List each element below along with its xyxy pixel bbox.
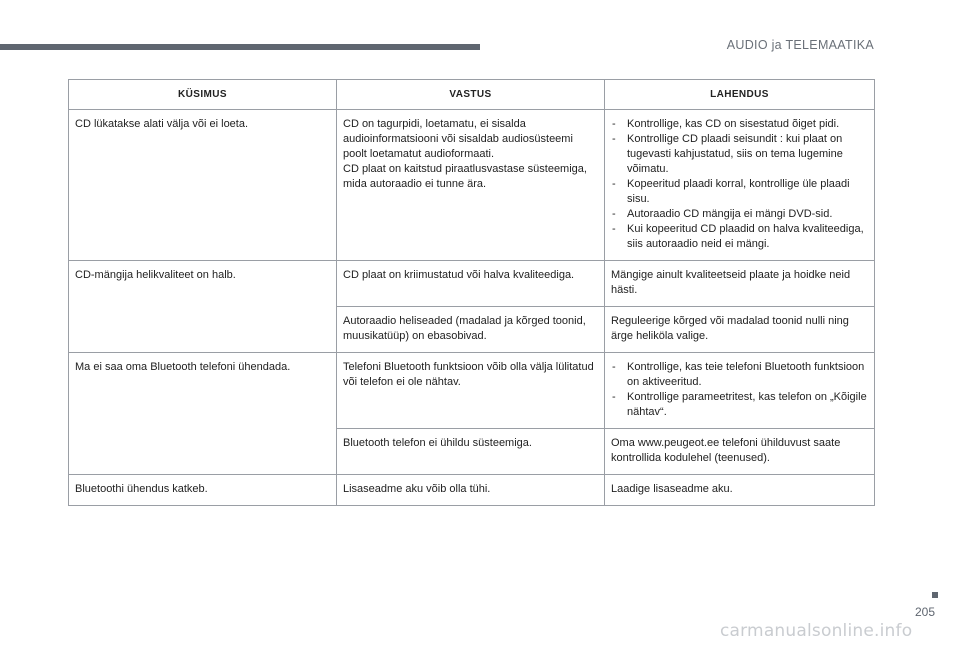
answer-cell [337,110,605,261]
answer-text: Autoraadio heliseaded (madalad ja kõrged toonid, muusikatüüp) on ebasobivad. [343,315,586,342]
table-row [69,353,875,429]
solution-cell [605,307,875,353]
solution-item: - Kontrollige parameetritest, kas telefon on „Kõigile nähtav“. [611,390,868,420]
solution-text: Reguleerige kõrged või madalad toonid nulli ning ärge heliköla valige. [611,315,849,342]
column-header-solution: LAHENDUS [605,80,875,110]
answer-text: CD on tagurpidi, loetamatu, ei sisalda audioinformatsiooni või sisaldab audiosüsteemi poolt loetamatut audioformaati. CD plaat on kaitstud piraatlusvastase süsteemiga, mida autoraadio ei tunne ära. [343,118,587,190]
solution-cell [605,429,875,475]
table-row [69,261,875,307]
solution-text: Oma www.peugeot.ee telefoni ühilduvust saate kontrollida kodulehel (teenused). [611,437,841,464]
solution-cell [605,475,875,506]
question-text: CD lükatakse alati välja või ei loeta. [75,118,249,130]
table-header-row [69,80,875,110]
answer-cell [337,353,605,429]
solution-item: - Autoraadio CD mängija ei mängi DVD-sid. [611,207,868,222]
section-title: AUDIO ja TELEMAATIKA [726,38,874,52]
solution-item: - Kontrollige, kas CD on sisestatud õiget pidi. [611,117,868,132]
solution-item: - Kui kopeeritud CD plaadid on halva kvaliteediga, siis autoraadio neid ei mängi. [611,222,868,252]
question-cell [69,261,337,353]
answer-text: Bluetooth telefon ei ühildu süsteemiga. [343,437,532,449]
answer-cell [337,475,605,506]
page-number: 205 [915,605,936,619]
solution-list [611,360,868,420]
solution-cell [605,110,875,261]
header-bar [0,44,480,50]
question-text: Ma ei saa oma Bluetooth telefoni ühendada. [75,361,291,373]
solution-cell [605,353,875,429]
solution-text: Laadige lisaseadme aku. [611,483,733,495]
solution-item: - Kopeeritud plaadi korral, kontrollige üle plaadi sisu. [611,177,868,207]
answer-text: CD plaat on kriimustatud või halva kvaliteediga. [343,269,575,281]
table-row [69,110,875,261]
answer-text: Lisaseadme aku võib olla tühi. [343,483,491,495]
solution-text: Mängige ainult kvaliteetseid plaate ja hoidke neid hästi. [611,269,851,296]
answer-text: Telefoni Bluetooth funktsioon võib olla välja lülitatud või telefon ei ole nähtav. [343,361,594,388]
question-cell [69,353,337,475]
answer-cell [337,307,605,353]
column-header-answer: VASTUS [337,80,605,110]
solution-item: - Kontrollige CD plaadi seisundit : kui plaat on tugevasti kahjustatud, siis on tema lugemine võimatu. [611,132,868,177]
solution-cell [605,261,875,307]
page-marker [932,592,938,598]
column-header-question: KÜSIMUS [69,80,337,110]
solution-item: - Kontrollige, kas teie telefoni Bluetooth funktsioon on aktiveeritud. [611,360,868,390]
question-text: CD-mängija helikvaliteet on halb. [75,269,236,281]
question-text: Bluetoothi ühendus katkeb. [75,483,208,495]
solution-list [611,117,868,252]
question-cell [69,475,337,506]
troubleshooting-table [68,79,875,506]
table-row [69,475,875,506]
answer-cell [337,429,605,475]
answer-cell [337,261,605,307]
watermark-text: carmanualsonline.info [720,621,913,641]
question-cell [69,110,337,261]
